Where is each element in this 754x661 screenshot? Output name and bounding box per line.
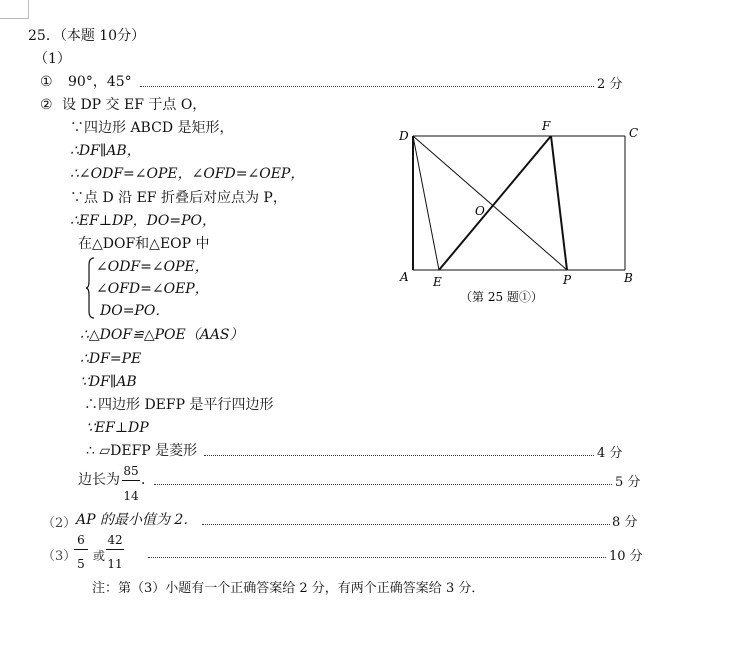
part3-fraction2-bar [106,549,124,550]
proof2-line-4: ∴四边形 DEFP 是平行四边形 [84,397,274,413]
label-b: B [624,271,633,285]
segment-ef [439,136,551,270]
geometry-figure [395,118,645,313]
part3-fraction1-bar [74,549,88,550]
rhombus-score: 4 分 [597,446,623,461]
proof2-line-3: ∵DF∥AB [80,374,137,390]
proof-line-6: 在△DOF和△EOP 中 [78,236,210,252]
item1-leader-dots [140,86,594,87]
segment-fp [551,136,567,270]
label-c: C [629,126,639,140]
left-brace [86,257,96,319]
segment-de [413,136,439,270]
label-o: O [475,204,485,218]
item2-lead: 设 DP 交 EF 于点 O， [62,97,207,113]
part2-score: 8 分 [612,515,638,530]
part2-leader-dots [202,524,610,525]
part3-fraction1-numerator: 6 [77,533,85,547]
part3-label: （3） [42,549,77,564]
proof-line-4: ∵点 D 沿 EF 折叠后对应点为 P， [70,190,287,206]
side-suffix: ． [141,472,155,488]
grading-note: 注：第（3）小题有一个正确答案给 2 分，有两个正确答案给 3 分． [92,581,485,596]
side-score: 5 分 [615,475,641,490]
system-line-1: ∠ODF=∠OPE， [96,259,209,275]
label-f: F [542,119,551,133]
part1-label: （1） [34,51,71,67]
page-corner-mark [0,0,29,19]
side-numerator: 85 [123,464,139,478]
part2-label: （2） [42,516,77,531]
side-leader-dots [154,484,612,485]
label-a: A [400,270,409,284]
rhombus-leader-dots [204,455,594,456]
side-denominator: 14 [123,489,139,503]
proof-line-5: ∴EF⊥DP，DO=PO， [70,213,216,229]
part3-fraction2-numerator: 42 [107,533,123,547]
rhombus-line: ∴ ▱DEFP 是菱形 [86,443,198,459]
part3-fraction2-denominator: 11 [107,557,123,571]
part3-or: 或 [93,549,106,563]
part3-score: 10 分 [609,549,643,564]
part3-leader-dots [148,557,606,558]
proof-line-3: ∴∠ODF=∠OPE，∠OFD=∠OEP， [70,166,305,182]
side-fraction-bar [122,480,140,481]
item1-marker: ① [40,74,53,90]
item2-marker: ② [40,97,53,113]
segment-dp [413,136,567,270]
part3-fraction1-denominator: 5 [77,557,85,571]
proof-line-2: ∴DF∥AB， [70,143,141,159]
proof2-line-2: ∴DF=PE [80,351,142,367]
system-line-2: ∠OFD=∠OEP， [96,281,209,297]
problem-header: 25．（本题 10分） [28,28,146,44]
item1-answer: 90°，45° [68,74,132,90]
part2-text: AP 的最小值为 2． [76,512,198,528]
proof2-line-5: ∵EF⊥DP [86,420,149,436]
label-e: E [433,275,442,289]
proof2-line-1: ∴△DOF≌△POE（AAS） [80,327,244,343]
system-line-3: DO=PO． [100,303,170,319]
label-p: P [563,273,572,287]
figure-caption: （第 25 题①） [460,290,543,304]
item1-score: 2 分 [597,77,623,92]
side-prefix: 边长为 [78,472,120,488]
label-d: D [399,129,409,143]
proof-line-1: ∵四边形 ABCD 是矩形， [70,120,234,136]
